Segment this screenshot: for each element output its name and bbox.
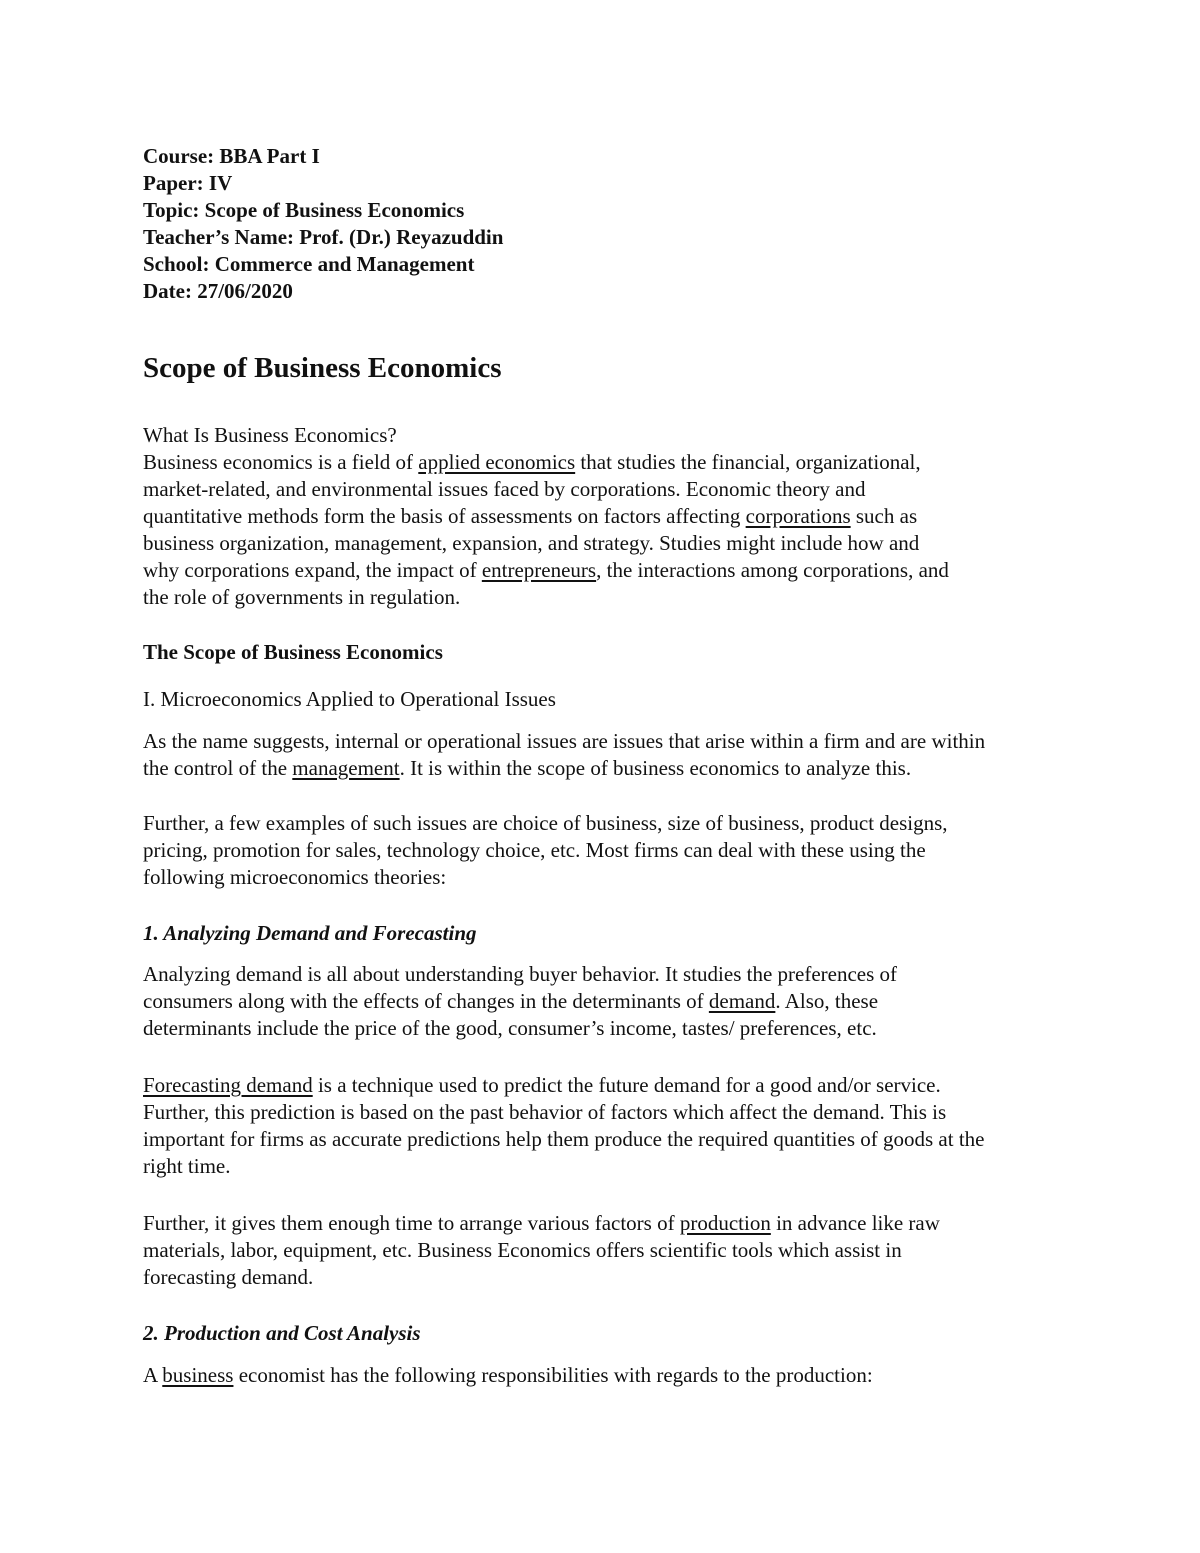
text-span: is a technique used to predict the future demand for a good and/or service. [312,1073,941,1097]
page-title: Scope of Business Economics [143,352,502,384]
intro-line-2: market-related, and environmental issues faced by corporations. Economic theory and [143,477,866,501]
school-line: School: Commerce and Management [143,252,475,276]
text-span: Business economics is a field of [143,450,419,474]
s1-p2-line-2: Further, this prediction is based on the past behavior of factors which affect the demand. This is [143,1100,947,1124]
s1-p3-line-2: materials, labor, equipment, etc. Business Economics offers scientific tools which assist in [143,1238,902,1262]
section1-heading: 1. Analyzing Demand and Forecasting [143,921,477,945]
link-demand[interactable]: demand [708,989,776,1013]
scope-subheading: I. Microeconomics Applied to Operational Issues [143,687,556,711]
s1-p2-line-4: right time. [143,1154,231,1178]
link-production[interactable]: production [679,1211,771,1235]
date-line: Date: 27/06/2020 [143,279,293,303]
paper-line: Paper: IV [143,171,233,195]
text-span: Further, it gives them enough time to arrange various factors of [143,1211,680,1235]
intro-line-5 [143,557,949,584]
s1-p2-line-3: important for firms as accurate predictions help them produce the required quantities of goods at the [143,1127,985,1151]
link-management[interactable]: management [292,756,400,780]
text-span: A [143,1363,163,1387]
intro-line-6: the role of governments in regulation. [143,585,461,609]
text-span: quantitative methods form the basis of assessments on factors affecting [143,504,746,528]
text-span: consumers along with the effects of changes in the determinants of [143,989,709,1013]
text-span: that studies the financial, organizational, [575,450,921,474]
s1-p1-line-2 [143,988,878,1015]
section2-heading: 2. Production and Cost Analysis [143,1321,421,1345]
text-span: . Also, these [775,989,879,1013]
scope-heading: The Scope of Business Economics [143,640,443,664]
scope-p1-line-1: As the name suggests, internal or operational issues are issues that arise within a firm and are within [143,729,986,753]
link-entrepreneurs[interactable]: entrepreneurs [481,558,597,582]
intro-question: What Is Business Economics? [143,423,397,447]
scope-p2-line-2: pricing, promotion for sales, technology choice, etc. Most firms can deal with these using the [143,838,926,862]
text-span: economist has the following responsibilities with regards to the production: [233,1363,873,1387]
text-span: the control of the [143,756,293,780]
text-span: such as [850,504,918,528]
text-span: . It is within the scope of business economics to analyze this. [399,756,912,780]
link-business[interactable]: business [162,1363,234,1387]
scope-p2-line-1: Further, a few examples of such issues are choice of business, size of business, product designs, [143,811,948,835]
text-span: , the interactions among corporations, and [596,558,949,582]
scope-p2-line-3: following microeconomics theories: [143,865,447,889]
teacher-line: Teacher’s Name: Prof. (Dr.) Reyazuddin [143,225,504,249]
s1-p1-line-1: Analyzing demand is all about understanding buyer behavior. It studies the preferences of [143,962,898,986]
link-forecasting-demand[interactable]: Forecasting demand [143,1073,313,1097]
text-span: why corporations expand, the impact of [143,558,482,582]
s1-p1-line-3: determinants include the price of the good, consumer’s income, tastes/ preferences, etc. [143,1016,877,1040]
text-span: in advance like raw [770,1211,940,1235]
s1-p3-line-1 [143,1210,940,1237]
topic-line: Topic: Scope of Business Economics [143,198,465,222]
scope-p1-line-2 [143,755,911,782]
intro-line-4: business organization, management, expansion, and strategy. Studies might include how and [143,531,920,555]
s1-p2-line-1 [143,1072,941,1099]
link-applied-economics[interactable]: applied economics [418,450,576,474]
intro-line-1 [143,449,921,476]
s1-p3-line-3: forecasting demand. [143,1265,314,1289]
s2-p1-line-1 [143,1362,873,1389]
course-line: Course: BBA Part I [143,144,320,168]
link-corporations[interactable]: corporations [745,504,851,528]
intro-line-3 [143,503,917,530]
